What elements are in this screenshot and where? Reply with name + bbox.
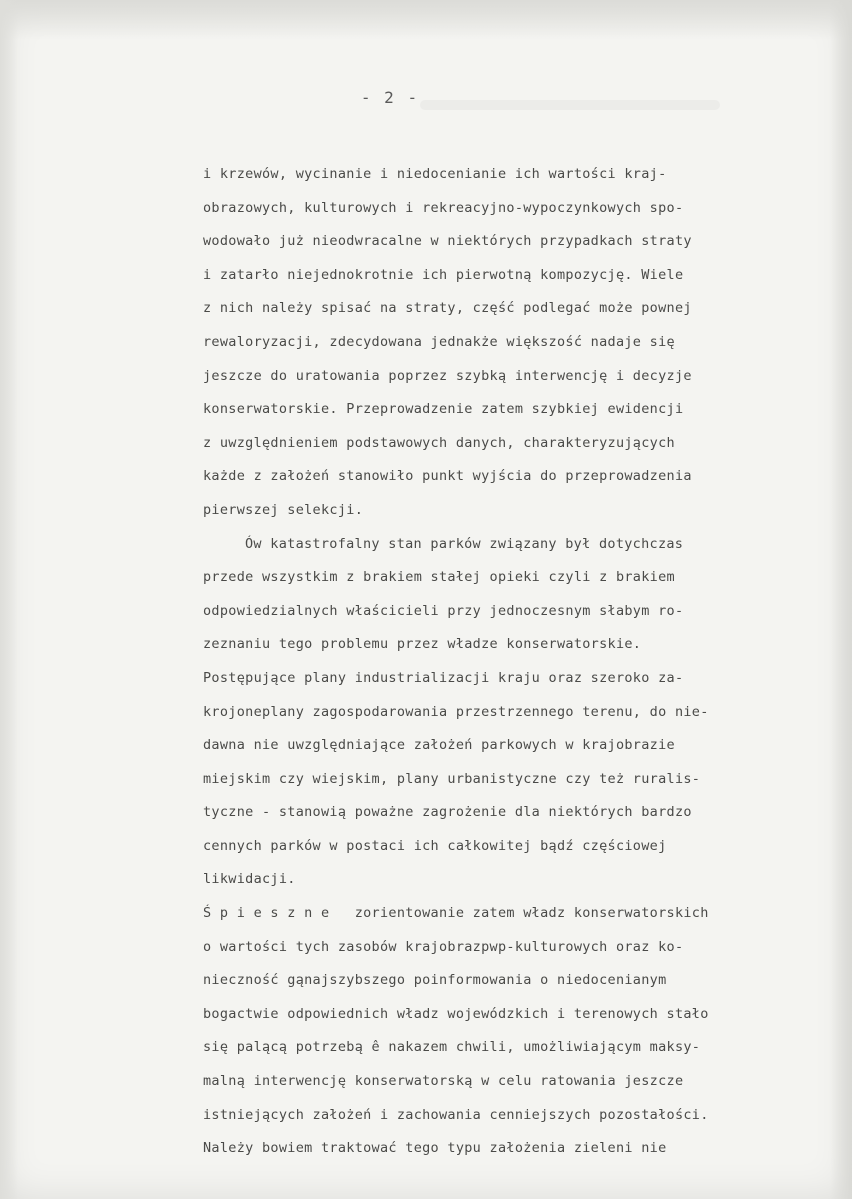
text-line: odpowiedzialnych właścicieli przy jednoczesnym słabym ro- xyxy=(203,602,684,619)
text-line: pierwszej selekcji. xyxy=(203,501,364,518)
text-line: nieczność gąnajszybszego poinformowania o niedocenianym xyxy=(203,972,667,989)
text-line: miejskim czy wiejskim, plany urbanistyczne czy też ruralis- xyxy=(203,770,701,787)
text-line: i krzewów, wycinanie i niedocenianie ich wartości kraj- xyxy=(203,166,667,182)
text-line: o wartości tych zasobów krajobrazpwp-kulturowych oraz ko- xyxy=(203,938,684,955)
scan-edge-left xyxy=(0,0,18,1199)
text-line: i zatarło niejednokrotnie ich pierwotną kompozycję. Wiele xyxy=(203,266,684,283)
text-line: dawna nie uwzględniające założeń parkowych w krajobrazie xyxy=(203,737,675,754)
text-line: rewaloryzacji, zdecydowana jednakże większość nadaje się xyxy=(203,333,675,350)
scan-edge-right xyxy=(830,0,852,1199)
text-line: jeszcze do uratowania poprzez szybką interwencję i decyzje xyxy=(203,367,692,384)
text-line: malną interwencję konserwatorską w celu ratowania jeszcze xyxy=(203,1073,684,1090)
text-line: bogactwie odpowiednich władz wojewódzkich i terenowych stało xyxy=(203,1005,709,1022)
text-line: zeznaniu tego problemu przez władze konserwatorskie. xyxy=(203,636,642,653)
text-line: się palącą potrzebą ê nakazem chwili, umożliwiającym maksy- xyxy=(203,1039,701,1056)
text-line: wodowało już nieodwracalne w niektórych przypadkach straty xyxy=(203,233,692,250)
page-number: - 2 - xyxy=(360,88,420,107)
text-line: obrazowych, kulturowych i rekreacyjno-wypoczynkowych spo- xyxy=(203,199,684,216)
text-line: Ś p i e s z n e zorientowanie zatem władz konserwatorskich xyxy=(203,905,709,922)
scan-edge-top xyxy=(0,0,852,40)
text-line: krojoneplany zagospodarowania przestrzennego terenu, do nie- xyxy=(203,703,709,720)
text-line: likwidacji. xyxy=(203,871,296,888)
scan-smudge xyxy=(420,100,720,110)
text-line: każde z założeń stanowiło punkt wyjścia do przeprowadzenia xyxy=(203,468,692,485)
text-line: istniejących założeń i zachowania cenniejszych pozostałości. xyxy=(203,1106,709,1123)
text-line: tyczne - stanowią poważne zagrożenie dla niektórych bardzo xyxy=(203,804,692,821)
text-line: cennych parków w postaci ich całkowitej bądź częściowej xyxy=(203,837,667,854)
text-line: Postępujące plany industrializacji kraju oraz szeroko za- xyxy=(203,669,684,686)
text-line: Należy bowiem traktować tego typu założenia zieleni nie xyxy=(203,1140,667,1157)
text-line: z nich należy spisać na straty, część podlegać może pownej xyxy=(203,300,692,317)
text-line: przede wszystkim z brakiem stałej opieki czyli z brakiem xyxy=(203,569,675,586)
body-text xyxy=(203,158,823,1166)
text-line: konserwatorskie. Przeprowadzenie zatem szybkiej ewidencji xyxy=(203,401,684,418)
text-line: Ów katastrofalny stan parków związany był dotychczas xyxy=(245,535,684,552)
text-line: z uwzględnieniem podstawowych danych, charakteryzujących xyxy=(203,434,675,451)
